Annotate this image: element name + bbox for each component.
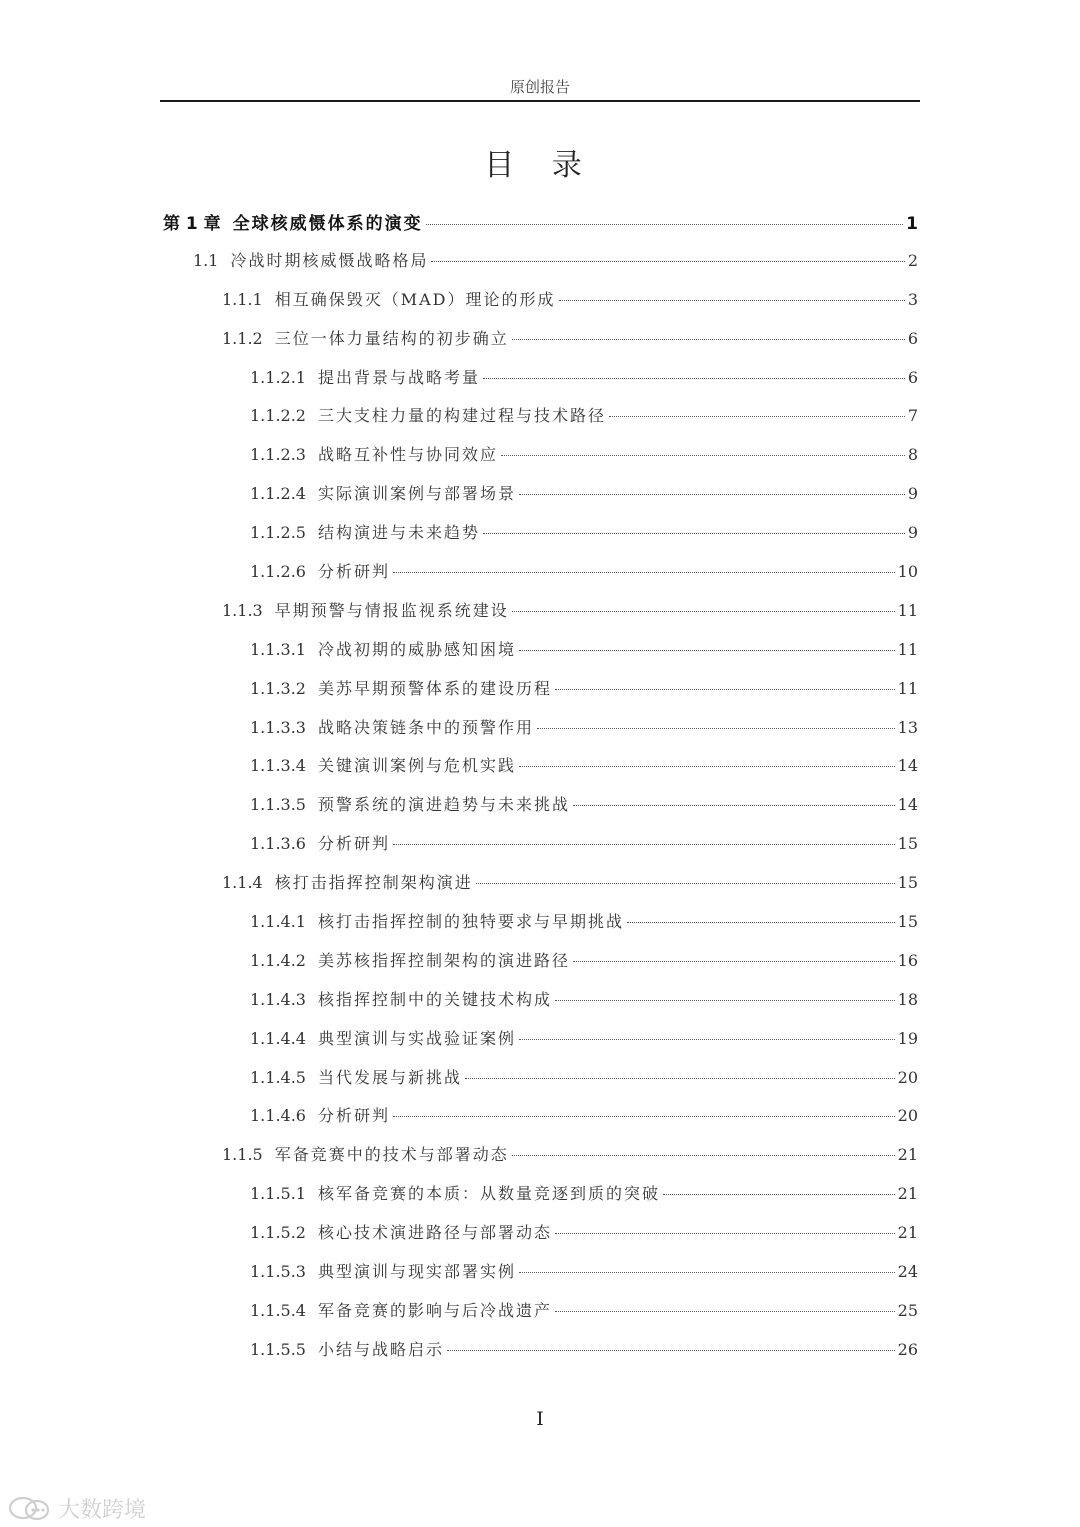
dot-leader bbox=[555, 1233, 895, 1234]
dot-leader bbox=[537, 728, 895, 729]
toc-entry-title: 全球核威慑体系的演变 bbox=[232, 214, 423, 234]
toc-entry-page: 3 bbox=[907, 289, 918, 309]
toc-entry[interactable] bbox=[0, 1259, 1080, 1298]
dot-leader bbox=[476, 883, 895, 884]
toc-entry-number: 1.1.5 bbox=[222, 1145, 263, 1165]
toc-entry[interactable] bbox=[0, 442, 1080, 481]
toc-entry[interactable] bbox=[0, 948, 1080, 987]
toc-entry-page: 2 bbox=[907, 250, 918, 270]
toc-entry[interactable] bbox=[0, 792, 1080, 831]
toc-entry-title: 提出背景与战略考量 bbox=[317, 367, 480, 387]
toc-entry[interactable] bbox=[0, 987, 1080, 1026]
toc-entry[interactable] bbox=[0, 481, 1080, 520]
toc-entry[interactable] bbox=[0, 287, 1080, 326]
dot-leader bbox=[519, 1272, 895, 1273]
dot-leader bbox=[501, 455, 905, 456]
toc-entry-number: 第 1 章 bbox=[163, 214, 221, 234]
dot-leader bbox=[555, 1311, 895, 1312]
toc-entry-title: 典型演训与现实部署实例 bbox=[317, 1262, 516, 1282]
toc-entry-title: 相互确保毁灭（MAD）理论的形成 bbox=[274, 289, 556, 309]
dot-leader bbox=[483, 378, 905, 379]
toc-entry-page: 24 bbox=[897, 1262, 918, 1282]
toc-entry-page: 6 bbox=[907, 367, 918, 387]
toc-entry[interactable] bbox=[0, 520, 1080, 559]
toc-entry[interactable] bbox=[0, 326, 1080, 365]
toc-entry-title: 分析研判 bbox=[317, 1106, 390, 1126]
toc-entry-page: 20 bbox=[897, 1067, 918, 1087]
toc-entry-number: 1.1.4.1 bbox=[250, 912, 306, 932]
dot-leader bbox=[519, 650, 895, 651]
toc-entry-page: 18 bbox=[897, 989, 918, 1009]
toc-entry-number: 1.1.3 bbox=[222, 600, 263, 620]
toc-entry-page: 14 bbox=[897, 795, 918, 815]
toc-entry-page: 14 bbox=[897, 756, 918, 776]
watermark-text: 大数跨境 bbox=[58, 1498, 147, 1523]
watermark bbox=[8, 1493, 146, 1524]
toc-entry-title: 关键演训案例与危机实践 bbox=[317, 756, 516, 776]
dot-leader bbox=[512, 611, 895, 612]
toc-entry-page: 11 bbox=[897, 678, 918, 698]
toc-entry-title: 美苏核指挥控制架构的演进路径 bbox=[317, 950, 570, 970]
dot-leader bbox=[447, 1350, 895, 1351]
toc-entry-number: 1.1.3.5 bbox=[250, 795, 306, 815]
toc-entry-title: 战略互补性与协同效应 bbox=[317, 445, 498, 465]
toc-entry-number: 1.1.2.4 bbox=[250, 484, 306, 504]
toc-entry[interactable] bbox=[0, 248, 1080, 287]
toc-entry[interactable] bbox=[0, 715, 1080, 754]
toc-entry-page: 13 bbox=[897, 717, 918, 737]
dot-leader bbox=[519, 1039, 895, 1040]
toc-entry-title: 冷战初期的威胁感知困境 bbox=[317, 639, 516, 659]
toc-entry-number: 1.1 bbox=[193, 250, 219, 270]
dot-leader bbox=[555, 1000, 895, 1001]
toc-entry-title: 分析研判 bbox=[317, 562, 390, 582]
table-of-contents bbox=[0, 209, 1080, 1376]
toc-entry-number: 1.1.3.2 bbox=[250, 678, 306, 698]
dot-leader bbox=[393, 844, 895, 845]
toc-entry-number: 1.1.5.1 bbox=[250, 1184, 306, 1204]
toc-entry-number: 1.1.3.4 bbox=[250, 756, 306, 776]
toc-entry-page: 15 bbox=[897, 834, 918, 854]
toc-entry-title: 军备竞赛的影响与后冷战遗产 bbox=[317, 1300, 552, 1320]
toc-entry-number: 1.1.5.5 bbox=[250, 1339, 306, 1359]
toc-entry-number: 1.1.5.4 bbox=[250, 1300, 306, 1320]
toc-entry[interactable] bbox=[0, 598, 1080, 637]
dot-leader bbox=[519, 766, 895, 767]
dot-leader bbox=[663, 1194, 895, 1195]
toc-entry-title: 三大支柱力量的构建过程与技术路径 bbox=[317, 406, 606, 426]
toc-entry-page: 11 bbox=[897, 600, 918, 620]
toc-entry-page: 9 bbox=[907, 523, 918, 543]
toc-entry[interactable] bbox=[0, 209, 1080, 248]
toc-entry-page: 19 bbox=[897, 1028, 918, 1048]
page-number: I bbox=[536, 1408, 544, 1430]
toc-entry[interactable] bbox=[0, 909, 1080, 948]
toc-entry-page: 21 bbox=[897, 1184, 918, 1204]
toc-entry[interactable] bbox=[0, 870, 1080, 909]
toc-entry-page: 7 bbox=[907, 406, 918, 426]
toc-entry-page: 11 bbox=[897, 639, 918, 659]
toc-entry[interactable] bbox=[0, 1142, 1080, 1181]
dot-leader bbox=[512, 339, 905, 340]
toc-entry-title: 核指挥控制中的关键技术构成 bbox=[317, 989, 552, 1009]
dot-leader bbox=[426, 224, 903, 225]
toc-entry-number: 1.1.4 bbox=[222, 873, 263, 893]
toc-entry-title: 结构演进与未来趋势 bbox=[317, 523, 480, 543]
toc-entry-title: 核军备竞赛的本质：从数量竞逐到质的突破 bbox=[317, 1184, 660, 1204]
toc-entry-title: 核心技术演进路径与部署动态 bbox=[317, 1223, 552, 1243]
toc-entry-page: 26 bbox=[897, 1339, 918, 1359]
toc-entry[interactable] bbox=[0, 1220, 1080, 1259]
toc-entry-page: 6 bbox=[907, 328, 918, 348]
toc-entry[interactable] bbox=[0, 637, 1080, 676]
toc-entry-number: 1.1.4.6 bbox=[250, 1106, 306, 1126]
toc-entry-number: 1.1.4.3 bbox=[250, 989, 306, 1009]
toc-entry-number: 1.1.2 bbox=[222, 328, 263, 348]
dot-leader bbox=[512, 1155, 895, 1156]
toc-entry-number: 1.1.4.2 bbox=[250, 950, 306, 970]
toc-entry-page: 15 bbox=[897, 873, 918, 893]
toc-entry-page: 15 bbox=[897, 912, 918, 932]
dot-leader bbox=[559, 300, 905, 301]
dot-leader bbox=[393, 572, 895, 573]
toc-entry[interactable] bbox=[0, 1181, 1080, 1220]
toc-entry-number: 1.1.3.1 bbox=[250, 639, 306, 659]
toc-entry-number: 1.1.2.3 bbox=[250, 445, 306, 465]
dot-leader bbox=[573, 961, 895, 962]
dot-leader bbox=[483, 533, 905, 534]
toc-entry-number: 1.1.3.3 bbox=[250, 717, 306, 737]
toc-entry-title: 实际演训案例与部署场景 bbox=[317, 484, 516, 504]
toc-entry-number: 1.1.5.2 bbox=[250, 1223, 306, 1243]
toc-entry-page: 8 bbox=[907, 445, 918, 465]
toc-entry[interactable] bbox=[0, 559, 1080, 598]
toc-entry-title: 美苏早期预警体系的建设历程 bbox=[317, 678, 552, 698]
toc-entry-title: 核打击指挥控制架构演进 bbox=[274, 873, 473, 893]
toc-entry-number: 1.1.3.6 bbox=[250, 834, 306, 854]
toc-entry[interactable] bbox=[0, 1298, 1080, 1337]
toc-entry-title: 早期预警与情报监视系统建设 bbox=[274, 600, 509, 620]
toc-entry-page: 1 bbox=[906, 214, 918, 234]
toc-entry[interactable] bbox=[0, 1103, 1080, 1142]
dot-leader bbox=[519, 494, 905, 495]
toc-entry-title: 预警系统的演进趋势与未来挑战 bbox=[317, 795, 570, 815]
toc-entry[interactable] bbox=[0, 831, 1080, 870]
page-title: 目 录 bbox=[484, 148, 596, 183]
toc-entry[interactable] bbox=[0, 753, 1080, 792]
toc-entry[interactable] bbox=[0, 1337, 1080, 1376]
toc-entry-title: 小结与战略启示 bbox=[317, 1339, 444, 1359]
dot-leader bbox=[465, 1078, 895, 1079]
toc-entry-number: 1.1.2.1 bbox=[250, 367, 306, 387]
toc-entry[interactable] bbox=[0, 1026, 1080, 1065]
dot-leader bbox=[555, 689, 895, 690]
chat-bubbles-icon bbox=[8, 1496, 52, 1522]
toc-entry-number: 1.1.4.5 bbox=[250, 1067, 306, 1087]
toc-entry-title: 三位一体力量结构的初步确立 bbox=[274, 328, 509, 348]
toc-entry-number: 1.1.2.6 bbox=[250, 562, 306, 582]
toc-entry-number: 1.1.4.4 bbox=[250, 1028, 306, 1048]
toc-entry-title: 核打击指挥控制的独特要求与早期挑战 bbox=[317, 912, 624, 932]
dot-leader bbox=[573, 805, 895, 806]
toc-entry-number: 1.1.1 bbox=[222, 289, 263, 309]
toc-entry-title: 战略决策链条中的预警作用 bbox=[317, 717, 534, 737]
toc-entry-page: 9 bbox=[907, 484, 918, 504]
toc-entry-page: 25 bbox=[897, 1300, 918, 1320]
toc-entry-title: 分析研判 bbox=[317, 834, 390, 854]
toc-entry-number: 1.1.5.3 bbox=[250, 1262, 306, 1282]
dot-leader bbox=[393, 1116, 895, 1117]
page-header: 原创报告 bbox=[509, 78, 570, 96]
toc-entry-page: 16 bbox=[897, 950, 918, 970]
toc-entry-number: 1.1.2.2 bbox=[250, 406, 306, 426]
toc-entry[interactable] bbox=[0, 676, 1080, 715]
toc-entry-title: 当代发展与新挑战 bbox=[317, 1067, 462, 1087]
dot-leader bbox=[609, 416, 905, 417]
toc-entry-title: 冷战时期核威慑战略格局 bbox=[230, 250, 429, 270]
toc-entry-page: 10 bbox=[897, 562, 918, 582]
toc-entry[interactable] bbox=[0, 1065, 1080, 1104]
toc-entry-title: 典型演训与实战验证案例 bbox=[317, 1028, 516, 1048]
toc-entry[interactable] bbox=[0, 365, 1080, 404]
toc-entry-number: 1.1.2.5 bbox=[250, 523, 306, 543]
dot-leader bbox=[627, 922, 895, 923]
toc-entry[interactable] bbox=[0, 403, 1080, 442]
toc-entry-page: 20 bbox=[897, 1106, 918, 1126]
toc-entry-page: 21 bbox=[897, 1145, 918, 1165]
toc-entry-page: 21 bbox=[897, 1223, 918, 1243]
header-divider bbox=[160, 100, 920, 102]
dot-leader bbox=[431, 261, 904, 262]
toc-entry-title: 军备竞赛中的技术与部署动态 bbox=[274, 1145, 509, 1165]
